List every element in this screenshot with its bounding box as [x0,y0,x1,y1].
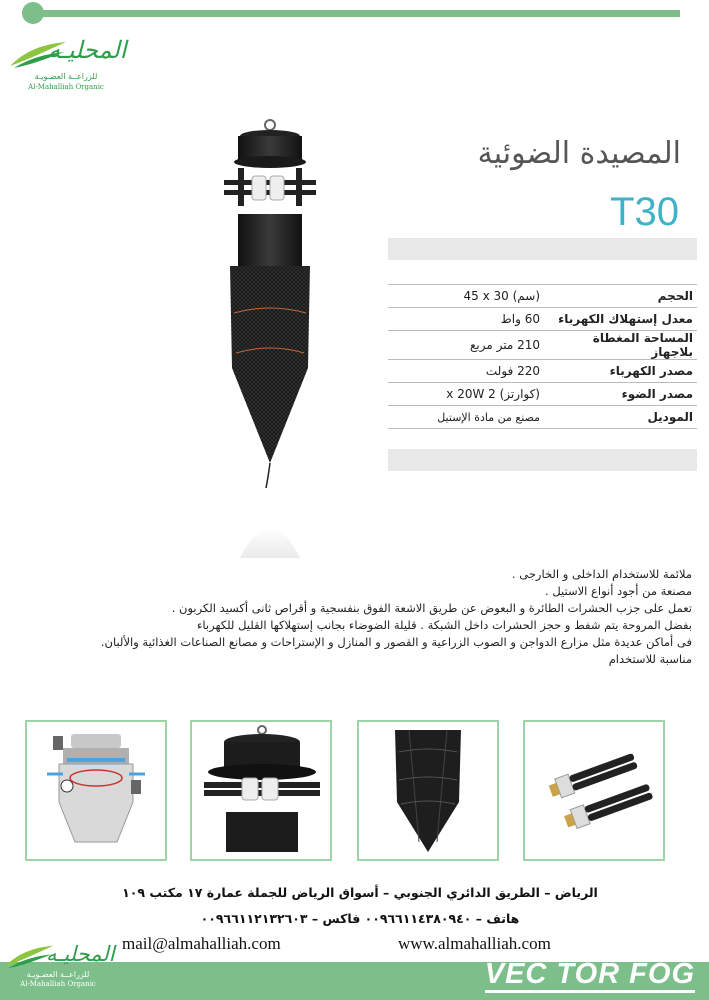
spec-value: 220 فولت [388,360,544,383]
spec-row [388,308,697,331]
airflow-diagram-image [27,722,165,859]
thumbnail-uv-bulbs [523,720,665,861]
top-bar-line [40,10,680,17]
spec-row [388,383,697,406]
spec-label: مصدر الضوء [544,383,697,406]
website-link[interactable]: www.almahalliah.com [398,934,551,953]
spec-value: (كوارتز) 2 x 20W [388,383,544,406]
light-trap-image [222,118,322,563]
spec-row [388,360,697,383]
spec-value [388,285,544,308]
product-description [16,566,692,668]
brand-logo-bottom [2,942,115,998]
description-line: فى أماكن عديدة مثل مزارع الدواجن و الصوب الزراعية و القصور و المنازل و الإستراحات و مصانع الصناعات الغذائية والألبان. [100,635,692,649]
thumbnail-net [357,720,499,861]
uv-bulbs-image [525,722,663,859]
description-line: ملائمة للاستخدام الداخلى و الخارجى . [511,567,692,581]
spec-label: المساحة المغطاة بلاجهاز [544,331,697,360]
spec-header-bar [388,238,697,260]
thumbnail-trap-head [190,720,332,861]
logo-arabic-text: المحليـه [46,942,115,966]
footer-phone: هاتف – ٠٠٩٦٦١١٤٣٨٠٩٤٠ فاكس – ٠٠٩٦٦١١٢١٣٢٦٠٣ [200,911,520,926]
logo-subtitle: للزراعــة العضـويـة [26,970,90,979]
net-image [359,722,497,859]
spec-value-text: 45 x 30 (سم) [463,289,540,303]
email-link[interactable]: mail@almahalliah.com [122,934,281,953]
spec-row [388,406,697,429]
spec-label: معدل إستهلاك الكهرباء [544,308,697,331]
spec-row [388,285,697,308]
spec-value: 210 متر مربع [388,331,544,360]
spec-label: الحجم [544,285,697,308]
spec-label: الموديل [544,406,697,429]
spec-value: 60 واط [388,308,544,331]
description-line: مصنعة من أجود أنواع الاستيل . [545,584,692,598]
spec-footer-bar [388,449,697,471]
model-number: T30 [610,190,679,234]
spec-value: مصنع من مادة الإستيل [388,406,544,429]
product-title: المصيدة الضوئية [477,136,681,171]
logo-arabic-text: المحليـه [48,36,127,64]
brand-logo [8,36,127,98]
trap-head-image [192,722,330,859]
footer-address: الرياض – الطريق الدائري الجنوبي – أسواق الرياض للجملة عمارة ١٧ مكتب ١٠٩ [122,885,598,900]
description-line: مناسبة للاستخدام [608,652,692,666]
description-line: بفضل المروحة يتم شفط و حجز الحشرات داخل الشبكة . قليلة الضوضاء بجانب إستهلاكها القليل للكهرباء [197,618,692,632]
spec-label: مصدر الكهرباء [544,360,697,383]
logo-english-text: Al-Mahalliah Organic [28,83,104,91]
vector-fog-text: VEC TOR FOG [485,958,695,993]
vector-fog-logo [485,958,695,991]
description-line: تعمل على جزب الحشرات الطائرة و البعوض عن طريق الاشعة الفوق بنفسجية و أقراص ثانى أكسيد الكربون . [171,601,692,615]
top-decorative-bar [22,8,682,18]
spec-table [388,284,697,429]
spec-row [388,331,697,360]
logo-subtitle: للزراعــة العضـويـة [34,72,98,81]
logo-english-text: Al-Mahalliah Organic [20,980,96,988]
thumbnail-airflow-diagram [25,720,167,861]
